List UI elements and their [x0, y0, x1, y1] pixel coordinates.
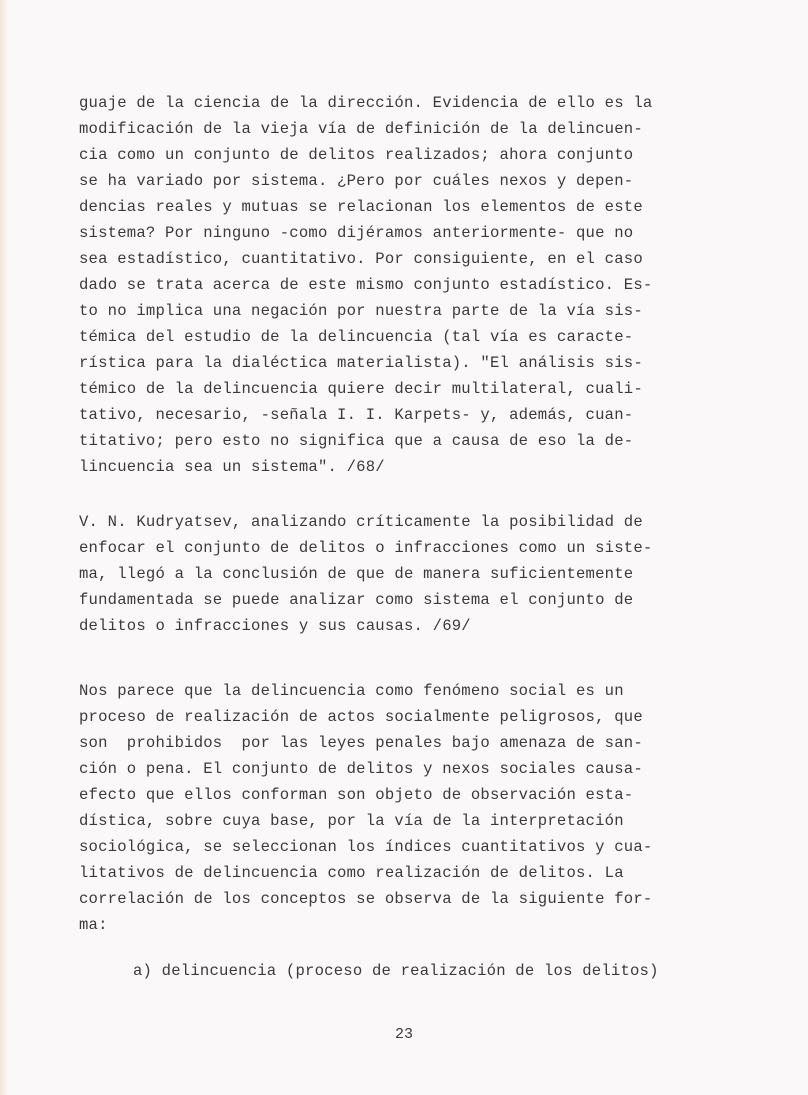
- text-line: tativo, necesario, -señala I. I. Karpets- y, además, cuan-: [79, 406, 634, 424]
- text-line: témico de la delincuencia quiere decir multilateral, cuali-: [79, 380, 643, 398]
- text-line: titativo; pero esto no significa que a causa de eso la de-: [79, 432, 634, 450]
- text-line: son prohibidos por las leyes penales bajo amenaza de san-: [79, 734, 643, 752]
- text-line: dado se trata acerca de este mismo conjunto estadístico. Es-: [79, 276, 653, 294]
- text-line: ma:: [79, 916, 108, 934]
- text-line: proceso de realización de actos socialmente peligrosos, que: [79, 708, 643, 726]
- text-line: V. N. Kudryatsev, analizando críticamente la posibilidad de: [79, 513, 643, 531]
- text-line: sistema? Por ninguno -como dijéramos anteriormente- que no: [79, 224, 634, 242]
- text-line: dística, sobre cuya base, por la vía de la interpretación: [79, 812, 624, 830]
- text-line: efecto que ellos conforman son objeto de observación esta-: [79, 786, 634, 804]
- text-line: litativos de delincuencia como realización de delitos. La: [79, 864, 624, 882]
- text-line: témica del estudio de la delincuencia (tal vía es caracte-: [79, 328, 634, 346]
- text-line: se ha variado por sistema. ¿Pero por cuáles nexos y depen-: [79, 172, 634, 190]
- text-line: to no implica una negación por nuestra parte de la vía sis-: [79, 302, 643, 320]
- text-line: delitos o infracciones y sus causas. /69/: [79, 617, 471, 635]
- text-line: enfocar el conjunto de delitos o infracciones como un siste-: [79, 539, 653, 557]
- text-line: cia como un conjunto de delitos realizados; ahora conjunto: [79, 146, 634, 164]
- text-line: ción o pena. El conjunto de delitos y nexos sociales causa-: [79, 760, 643, 778]
- text-line: fundamentada se puede analizar como sistema el conjunto de: [79, 591, 634, 609]
- text-line: sociológica, se seleccionan los índices cuantitativos y cua-: [79, 838, 653, 856]
- page-number: 23: [394, 1026, 413, 1043]
- list-item: a) delincuencia (proceso de realización de los delitos): [133, 962, 659, 980]
- text-line: Nos parece que la delincuencia como fenómeno social es un: [79, 682, 624, 700]
- text-line: modificación de la vieja vía de definición de la delincuen-: [79, 120, 643, 138]
- text-line: ma, llegó a la conclusión de que de manera suficientemente: [79, 565, 634, 583]
- text-line: rística para la dialéctica materialista). "El análisis sis-: [79, 354, 643, 372]
- text-line: dencias reales y mutuas se relacionan los elementos de este: [79, 198, 643, 216]
- text-line: guaje de la ciencia de la dirección. Evidencia de ello es la: [79, 94, 653, 112]
- text-line: lincuencia sea un sistema". /68/: [79, 458, 385, 476]
- text-line: sea estadístico, cuantitativo. Por consiguiente, en el caso: [79, 250, 643, 268]
- text-line: correlación de los conceptos se observa de la siguiente for-: [79, 890, 653, 908]
